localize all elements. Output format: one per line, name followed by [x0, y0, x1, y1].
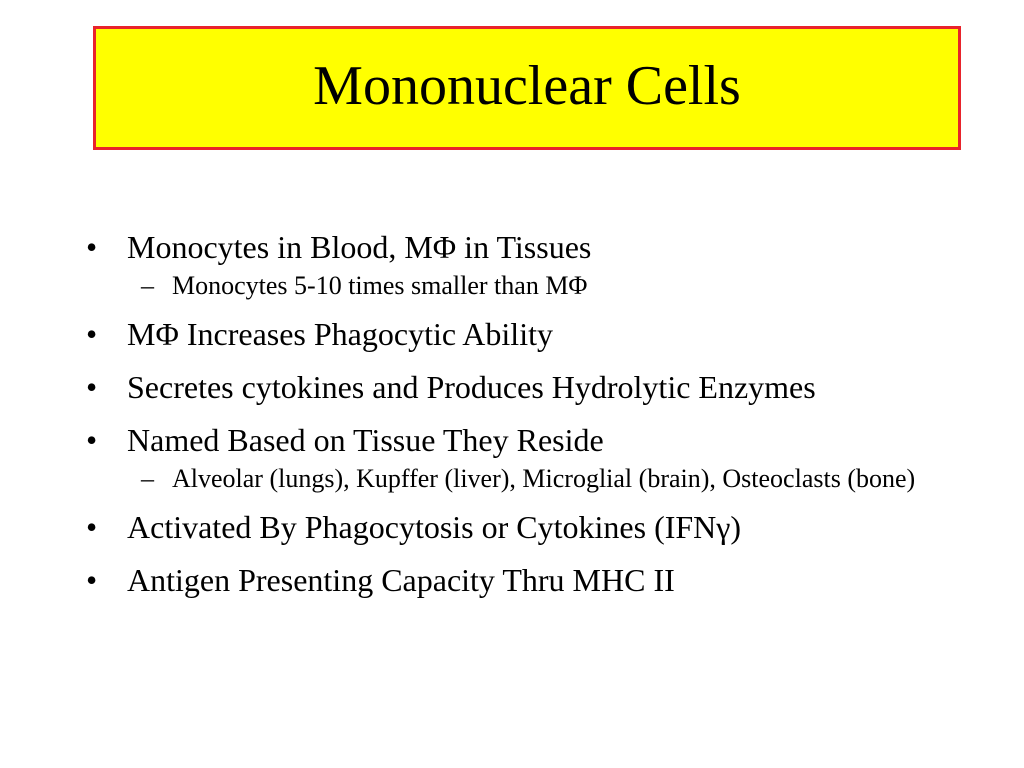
bullet-list	[84, 228, 964, 614]
bullet-text: Named Based on Tissue They Reside	[127, 422, 604, 458]
sub-bullet-item	[84, 270, 964, 301]
bullet-text: Antigen Presenting Capacity Thru MHC II	[127, 562, 675, 598]
bullet-item	[84, 561, 964, 599]
bullet-marker: •	[86, 316, 98, 352]
slide-title: Mononuclear Cells	[313, 55, 741, 117]
bullet-item	[84, 315, 964, 353]
bullet-text: Activated By Phagocytosis or Cytokines (IFNγ)	[127, 509, 742, 545]
bullet-text: MΦ Increases Phagocytic Ability	[127, 316, 553, 352]
bullet-marker: •	[86, 369, 98, 405]
bullet-item	[84, 228, 964, 266]
sub-bullet-marker: –	[141, 271, 154, 300]
bullet-text: Secretes cytokines and Produces Hydrolytic Enzymes	[127, 369, 816, 405]
sub-bullet-text: Monocytes 5-10 times smaller than MΦ	[172, 271, 588, 300]
bullet-marker: •	[86, 562, 98, 598]
bullet-text: Monocytes in Blood, MΦ in Tissues	[127, 229, 592, 265]
bullet-marker: •	[86, 422, 98, 458]
title-box	[93, 26, 961, 150]
bullet-item	[84, 508, 964, 546]
sub-bullet-item	[84, 463, 964, 494]
bullet-marker: •	[86, 229, 98, 265]
bullet-marker: •	[86, 509, 98, 545]
bullet-item	[84, 368, 964, 406]
sub-bullet-marker: –	[141, 464, 154, 493]
sub-bullet-text: Alveolar (lungs), Kupffer (liver), Microglial (brain), Osteoclasts (bone)	[172, 464, 916, 493]
bullet-item	[84, 421, 964, 459]
